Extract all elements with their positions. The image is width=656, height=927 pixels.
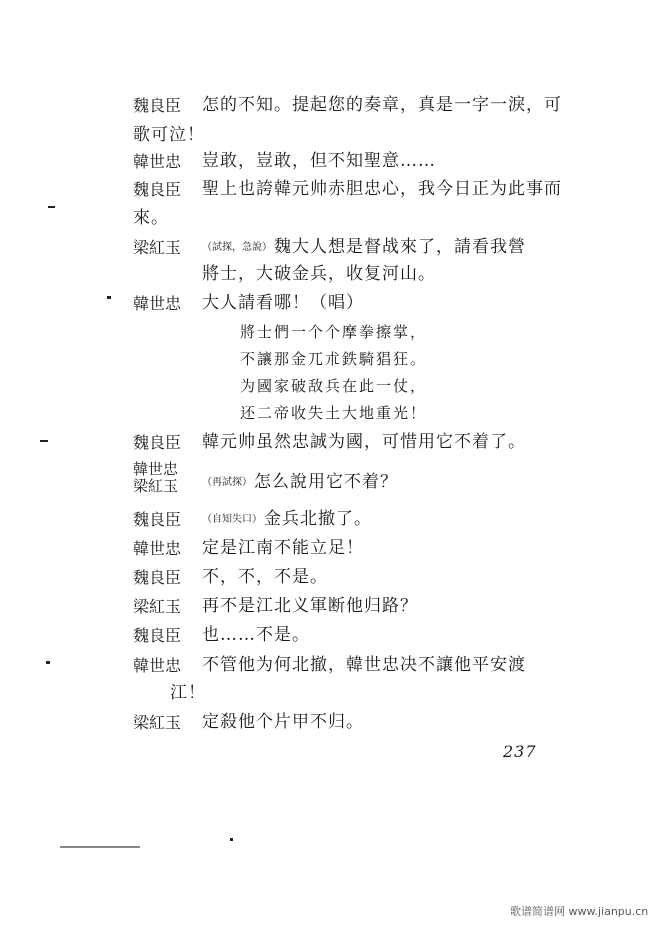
speaker-name: 梁紅玉 <box>133 597 182 616</box>
dialogue-line <box>202 237 526 258</box>
dialogue-line <box>202 293 364 313</box>
dialogue-text: 定殺他个片甲不归。 <box>202 712 364 732</box>
verse-line: 不讓那金兀朮鉄騎猖狂。 <box>240 350 428 368</box>
dialogue-line <box>202 509 372 530</box>
dialogue-text: 也……不是。 <box>202 625 310 645</box>
dialogue-text: 韓元帅虽然忠誠为國，可惜用它不着了。 <box>202 432 526 452</box>
dialogue-text: 豈敢，豈敢，但不知聖意…… <box>202 151 436 171</box>
dialogue-line <box>202 655 526 675</box>
dialogue-text: 魏大人想是督战來了，請看我營 <box>274 237 526 257</box>
watermark-text: 歌谱简谱网 www.jianpu.cn <box>510 905 649 918</box>
verse-line: 为國家破敌兵在此一仗， <box>240 377 428 395</box>
verse-line: 將士們一个个摩拳擦掌， <box>240 323 428 341</box>
dialogue-text: 再不是江北义軍断他归路？ <box>202 596 418 616</box>
dialogue-text: 聖上也誇韓元帅赤胆忠心，我今日正为此事而 <box>202 179 562 199</box>
speaker-name: 魏良臣 <box>133 626 182 645</box>
stage-direction: （自知失口） <box>202 514 262 525</box>
dialogue-line <box>202 625 310 645</box>
speaker-name: 魏良臣 <box>133 96 182 115</box>
dialogue-text: 大人請看哪！（唱） <box>202 293 364 313</box>
speaker-name: 韓世忠 梁紅玉 <box>133 460 179 495</box>
speaker-name: 韓世忠 <box>133 294 182 313</box>
dialogue-line <box>202 712 364 732</box>
dialogue-line <box>202 179 562 199</box>
dialogue-line <box>202 538 364 558</box>
stage-direction: （再試探） <box>202 477 252 488</box>
dialogue-line <box>202 95 562 115</box>
dialogue-text: 將士，大破金兵，收复河山。 <box>202 264 436 284</box>
dialogue-continuation <box>202 264 436 284</box>
dialogue-line <box>202 567 328 587</box>
dialogue-continuation <box>170 683 206 703</box>
verse-line: 还二帝收失土大地重光！ <box>240 404 428 422</box>
dialogue-line <box>202 432 526 452</box>
dialogue-line <box>202 472 398 493</box>
dialogue-text: 怎么說用它不着？ <box>254 472 398 492</box>
speaker-name: 梁紅玉 <box>133 238 182 257</box>
page-number: 237 <box>503 742 537 761</box>
dialogue-text: 歌可泣！ <box>133 125 205 145</box>
scan-mark <box>230 838 233 841</box>
dialogue-line <box>202 596 418 616</box>
speaker-name: 梁紅玉 <box>133 713 182 732</box>
dialogue-text: 定是江南不能立足！ <box>202 538 364 558</box>
speaker-name: 魏良臣 <box>133 510 182 529</box>
speaker-name: 魏良臣 <box>133 568 182 587</box>
dialogue-continuation <box>133 208 169 228</box>
scan-mark <box>40 440 48 442</box>
dialogue-text: 怎的不知。提起您的奏章，真是一字一淚，可 <box>202 95 562 115</box>
speaker-name: 韓世忠 <box>133 152 182 171</box>
dialogue-text: 金兵北撤了。 <box>264 509 372 529</box>
stage-direction: （試探，急說） <box>202 242 272 253</box>
scan-mark <box>46 661 50 664</box>
speaker-name: 魏良臣 <box>133 180 182 199</box>
speaker-name: 魏良臣 <box>133 433 182 452</box>
dialogue-text: 江！ <box>170 683 206 703</box>
dialogue-text: 來。 <box>133 208 169 228</box>
speaker-name: 韓世忠 <box>133 539 182 558</box>
dialogue-text: 不管他为何北撤，韓世忠决不讓他平安渡 <box>202 655 526 675</box>
scan-mark <box>107 296 111 299</box>
speaker-name: 韓世忠 <box>133 656 182 675</box>
dialogue-line <box>202 151 436 171</box>
dialogue-continuation <box>133 125 205 145</box>
scan-mark <box>60 846 140 848</box>
scan-mark <box>48 206 55 208</box>
dialogue-text: 不，不，不是。 <box>202 567 328 587</box>
